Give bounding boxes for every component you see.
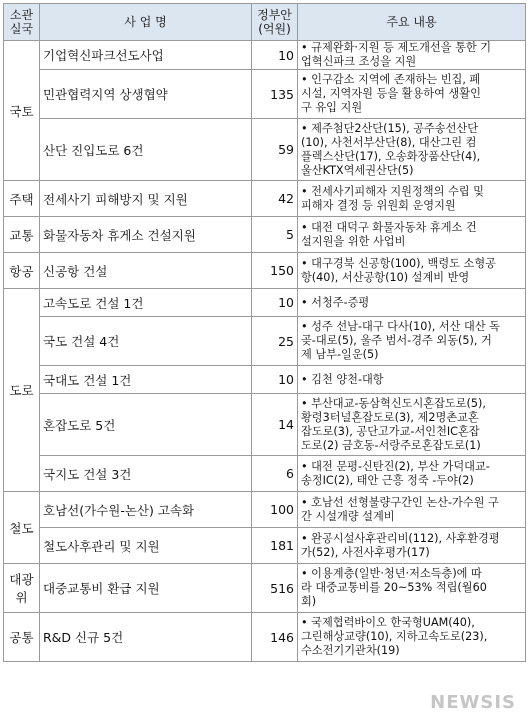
content-line: • 김천 양천-대항 bbox=[301, 372, 384, 386]
amount-cell: 150 bbox=[252, 253, 298, 289]
table-row bbox=[4, 70, 526, 119]
content-cell bbox=[298, 289, 526, 317]
project-cell: 국도 건설 4건 bbox=[40, 317, 252, 366]
amount-cell: 135 bbox=[252, 70, 298, 119]
content-cell bbox=[298, 394, 526, 456]
content-line: • 대구경북 신공항(100), 백령도 소형공 bbox=[301, 256, 496, 270]
content-cell bbox=[298, 492, 526, 528]
project-cell: 민관협력지역 상생협약 bbox=[40, 70, 252, 119]
table-row bbox=[4, 366, 526, 394]
content-line: 항(40), 서산공항(10) 설계비 반영 bbox=[301, 270, 470, 284]
dept-cell: 항공 bbox=[4, 253, 40, 289]
content-line: • 국제협력바이오 한국형UAM(40), bbox=[301, 616, 475, 629]
content-cell bbox=[298, 70, 526, 119]
header-dept: 소관 실국 bbox=[4, 4, 40, 41]
content-cell bbox=[298, 528, 526, 564]
content-line: 송정IC(2), 태안 근흥 정죽 -두야(2) bbox=[301, 473, 474, 487]
content-cell bbox=[298, 41, 526, 70]
content-cell bbox=[298, 217, 526, 253]
content-cell bbox=[298, 181, 526, 217]
header-row bbox=[4, 4, 526, 41]
content-cell bbox=[298, 564, 526, 613]
header-project: 사 업 명 bbox=[40, 4, 252, 41]
project-cell: 국지도 건설 3건 bbox=[40, 456, 252, 492]
content-line: (10), 사천서부산단(8), 대산그린 컴 bbox=[301, 135, 477, 149]
content-line: 간 시설개량 설계비 bbox=[301, 509, 395, 523]
content-line: • 이용계층(일반·청년·저소득층)에 따 bbox=[301, 567, 482, 580]
amount-cell: 10 bbox=[252, 366, 298, 394]
content-cell bbox=[298, 613, 526, 662]
content-cell bbox=[298, 366, 526, 394]
table-row bbox=[4, 119, 526, 181]
amount-cell: 181 bbox=[252, 528, 298, 564]
dept-cell: 주택 bbox=[4, 181, 40, 217]
dept-cell: 대광위 bbox=[4, 564, 40, 613]
content-line: • 인구감소 지역에 존재하는 빈집, 폐 bbox=[301, 73, 481, 86]
content-line: 시설, 지역자원 등을 활용하여 생활인 bbox=[301, 87, 481, 100]
amount-cell: 42 bbox=[252, 181, 298, 217]
project-cell: 전세사기 피해방지 및 지원 bbox=[40, 181, 252, 217]
content-line: 수소전기기관차(19) bbox=[301, 644, 400, 657]
project-cell: 철도사후관리 및 지원 bbox=[40, 528, 252, 564]
table-row bbox=[4, 181, 526, 217]
content-cell bbox=[298, 456, 526, 492]
table-row bbox=[4, 41, 526, 70]
content-line: • 부산대교-동삼혁신도시혼잡도로(5), bbox=[301, 396, 486, 410]
content-line: 그린해상교량(10), 지하고속도로(23), bbox=[301, 630, 488, 643]
amount-cell: 146 bbox=[252, 613, 298, 662]
project-cell: 산단 진입도로 6건 bbox=[40, 119, 252, 181]
content-line: • 제주첨단2산단(15), 공주송선산단 bbox=[301, 121, 479, 135]
content-line: 가(52), 사전사후평가(17) bbox=[301, 545, 430, 559]
content-cell bbox=[298, 253, 526, 289]
content-line: 울산KTX역세권산단(5) bbox=[301, 163, 414, 177]
content-line: • 호남선 선형불량구간인 논산-가수원 구 bbox=[301, 495, 499, 509]
content-line: • 전세사기피해자 지원정책의 수립 및 bbox=[301, 184, 484, 198]
content-line: • 대전 문평-신탄진(2), 부산 가덕대교- bbox=[301, 459, 490, 473]
dept-cell: 도로 bbox=[4, 289, 40, 492]
content-line: • 규제완화·지원 등 제도개선을 통한 기 bbox=[301, 41, 492, 54]
content-line: 곶-대로(5), 울주 범서-경주 외동(5), 거 bbox=[301, 334, 492, 347]
project-cell: 신공항 건설 bbox=[40, 253, 252, 289]
project-cell: 고속도로 건설 1건 bbox=[40, 289, 252, 317]
project-cell: 국대도 건설 1건 bbox=[40, 366, 252, 394]
table-row bbox=[4, 289, 526, 317]
content-line: 라 대중교통비를 20~53% 적립(월60 bbox=[301, 581, 487, 594]
content-line: 황령3터널혼잡도로(3), 제2명촌교혼 bbox=[301, 410, 479, 424]
table-row bbox=[4, 492, 526, 528]
table-row bbox=[4, 317, 526, 366]
dept-cell: 공통 bbox=[4, 613, 40, 662]
content-cell bbox=[298, 119, 526, 181]
amount-cell: 59 bbox=[252, 119, 298, 181]
table-row bbox=[4, 528, 526, 564]
table-row bbox=[4, 253, 526, 289]
amount-cell: 10 bbox=[252, 41, 298, 70]
header-amount: 정부안 (억원) bbox=[252, 4, 298, 41]
amount-cell: 5 bbox=[252, 217, 298, 253]
dept-cell: 철도 bbox=[4, 492, 40, 564]
project-cell: 기업혁신파크선도사업 bbox=[40, 41, 252, 70]
table-row bbox=[4, 564, 526, 613]
content-line: 업혁신파크 조성을 지원 bbox=[301, 55, 417, 68]
content-cell bbox=[298, 317, 526, 366]
project-cell: R&D 신규 5건 bbox=[40, 613, 252, 662]
amount-cell: 516 bbox=[252, 564, 298, 613]
project-cell: 대중교통비 환급 지원 bbox=[40, 564, 252, 613]
amount-cell: 10 bbox=[252, 289, 298, 317]
budget-table bbox=[3, 3, 526, 662]
content-line: 구 유입 지원 bbox=[301, 101, 363, 114]
project-cell: 호남선(가수원-논산) 고속화 bbox=[40, 492, 252, 528]
table-row bbox=[4, 456, 526, 492]
content-line: • 대전 대덕구 화물자동차 휴게소 건 bbox=[301, 220, 477, 234]
dept-cell: 국토 bbox=[4, 41, 40, 181]
content-line: 플렉스산단(17), 오송화장품산단(4), bbox=[301, 149, 481, 163]
content-line: 회) bbox=[301, 595, 317, 608]
content-line: 잡도로(3), 공단고가교-서인천IC혼잡 bbox=[301, 424, 480, 438]
amount-cell: 25 bbox=[252, 317, 298, 366]
content-line: • 성주 선남-대구 다사(10), 서산 대산 독 bbox=[301, 320, 500, 333]
newsis-watermark: NEWSIS bbox=[430, 692, 516, 713]
amount-cell: 100 bbox=[252, 492, 298, 528]
amount-cell: 14 bbox=[252, 394, 298, 456]
content-line: • 서청주-증평 bbox=[301, 295, 370, 309]
content-line: 도로(2) 금호동-서랑주로혼잡도로(1) bbox=[301, 438, 481, 452]
content-line: • 완공시설사후관리비(112), 사후환경평 bbox=[301, 531, 500, 545]
dept-cell: 교통 bbox=[4, 217, 40, 253]
table-row bbox=[4, 613, 526, 662]
content-line: 피해자 결정 등 위원회 운영지원 bbox=[301, 198, 456, 212]
content-line: 제 남부-일운(5) bbox=[301, 348, 379, 361]
header-content: 주요 내용 bbox=[298, 4, 526, 41]
table-row bbox=[4, 217, 526, 253]
table-row bbox=[4, 394, 526, 456]
amount-cell: 6 bbox=[252, 456, 298, 492]
content-line: 설지원을 위한 사업비 bbox=[301, 234, 406, 248]
project-cell: 혼잡도로 5건 bbox=[40, 394, 252, 456]
project-cell: 화물자동차 휴게소 건설지원 bbox=[40, 217, 252, 253]
